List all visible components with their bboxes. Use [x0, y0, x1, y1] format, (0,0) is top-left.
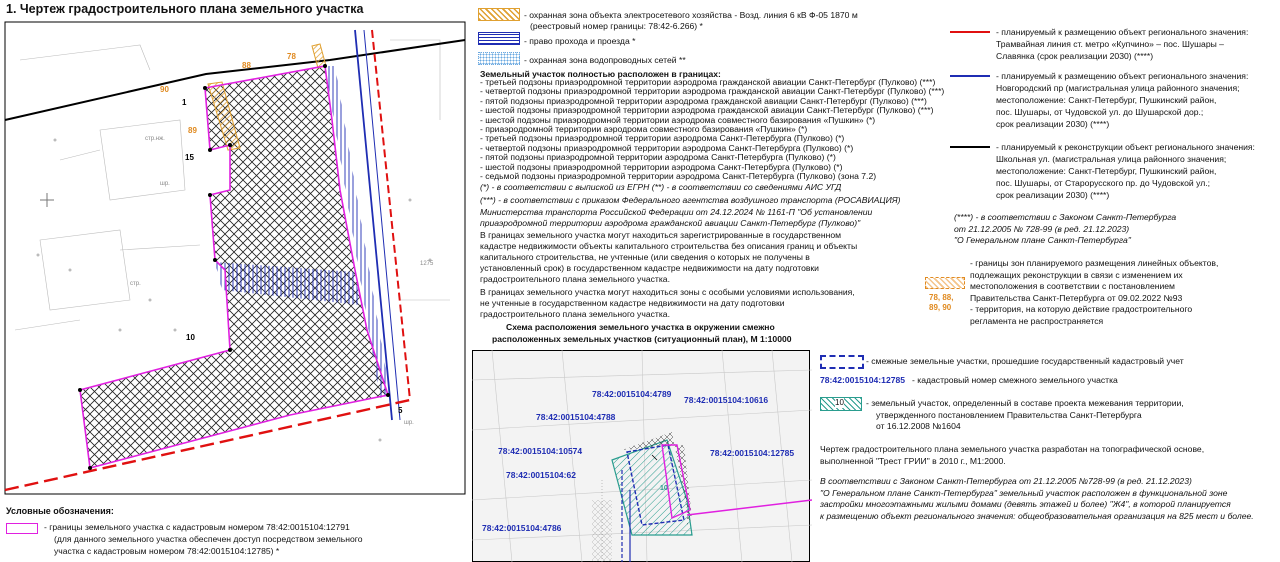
boundary-line: - шестой подзоны приаэродромной территории аэродрома гражданской авиации Санкт-Петербург (Пулково) (***) [480, 105, 934, 116]
situation-inner-label: 10 [660, 485, 668, 492]
situation-map [472, 350, 812, 562]
top-legend-text: - охранная зона водопроводных сетей ** [524, 55, 686, 65]
top-legend-text: - охранная зона объекта электросетевого хозяйства - Возд. линия 6 кВ Ф-05 1870 м [524, 10, 858, 20]
para-special-zones: В границах земельного участка могут находиться зоны с особыми условиями использования, не учтенные в государственном кадастре недвижимости на дату подготовки градостроительного плана земельного участка. [480, 287, 855, 319]
note-ministry: Министерства транспорта Российской Федерации от 24.12.2024 № 1161-П "Об установлении [480, 207, 873, 217]
parcel-label: 78:42:0015104:10574 [498, 446, 583, 456]
street-label: стр. [130, 281, 141, 287]
water-zone-swatch [478, 52, 520, 65]
adjacent-parcel-swatch [820, 355, 864, 369]
point-label-15: 15 [185, 153, 194, 162]
right-legend-shkolnaya: - планируемый к реконструкции объект регионального значения: Школьная ул. (магистральная улица районного значения; местоположение: Санкт-Петербург, Пушкинский район, пос. Шушары, от Старорусского пр. до Чудовской ул.; срок реализации 2030) (****) [996, 142, 1255, 200]
orange-label-90: 90 [160, 85, 169, 94]
boundaries-list [480, 78, 944, 181]
orange-label-78: 78 [287, 52, 296, 61]
law-note: (****) - в соответствии с Законом Санкт-Петербурга от 21.12.2005 № 728-99 (в ред. 21.12.2023) "О Генеральном плане Санкт-Петербурга" [954, 212, 1177, 245]
boundary-line: - третьей подзоны приаэродромной территории аэродрома гражданской авиации Санкт-Петербург (Пулково) (***) [480, 77, 936, 87]
survey-plot-swatch [820, 397, 862, 411]
power-zone-swatch [478, 8, 520, 21]
note-rosaviation: (***) - в соответствии с приказом Федерального агентства воздушного транспорта (РОСАВИАЦИЯ) [480, 195, 901, 205]
shkolnaya-swatch [950, 146, 990, 148]
street-label: шр. [404, 420, 414, 426]
street-label: стр.нж. [145, 136, 165, 142]
point-label-10: 10 [186, 333, 195, 342]
cad-number-text: - кадастровый номер смежного земельного участка [912, 375, 1118, 385]
situation-title: Схема расположения земельного участка в окружении смежно [506, 322, 775, 332]
topo-note: Чертеж градостроительного плана земельного участка разработан на топографической основе, выполненной "Трест ГРИИ" в 2010 г., М1:2000. [820, 444, 1205, 466]
boundary-line: - седьмой подзоны приаэродромной территории аэродрома Санкт-Петербурга (Пулково) (зона 7.2) [480, 171, 877, 182]
parcel-label: 78:42:0015104:62 [506, 470, 576, 480]
boundaries-heading: Земельный участок полностью расположен в границах: [480, 69, 721, 79]
linear-zone-text: - границы зон планируемого размещения линейных объектов, подлежащих реконструкции в связи с изменением их местоположения в соответствии с постановлением Правительства Санкт-Петербурга от 09.02.2022 №93 - территория, на которую действие градостроительного регламента не распространяется [970, 258, 1219, 326]
para-capital-objects: В границах земельного участка могут находиться зарегистрированные в государственном кадастре недвижимости объекты капитального строительства без описания границ и объекты капитального строительства, не учтенные (или сведения о которых не получены в установленный срок) в государственном кадастре недвижимости на дату подготовки градостроительного плана земельного участка. [480, 230, 858, 284]
parcel-label: 78:42:0015104:4786 [482, 523, 562, 533]
parcel-label: 78:42:0015104:12785 [710, 448, 795, 458]
main-plan-drawing [0, 0, 470, 498]
tram-line-swatch [950, 31, 990, 33]
conventions-line: - границы земельного участка с кадастровым номером 78:42:0015104:12791 [44, 522, 350, 532]
street-label: 1275 [420, 261, 434, 267]
top-legend-sub: (реестровый номер границы: 78:42-6.266) * [530, 21, 703, 31]
parcel-label: 78:42:0015104:10616 [684, 395, 769, 405]
top-legend-text: - право прохода и проезда * [524, 36, 636, 46]
cad-number-sample: 78:42:0015104:12785 [820, 375, 906, 385]
boundary-line: - пятой подзоны приаэродромной территории аэродрома Санкт-Петербурга (Пулково) (*) [480, 152, 836, 163]
boundary-line: - третьей подзоны приаэродромной территории аэродрома Санкт-Петербурга (Пулково) (*) [480, 133, 845, 144]
parcel-label: 78:42:0015104:4789 [592, 389, 672, 399]
street-label: шр. [160, 181, 170, 187]
note-ministry: приаэродромной территории аэродрома гражданской авиации Санкт-Петербург (Пулково)" [480, 218, 861, 228]
page-title: 1. Чертеж градостроительного плана земельного участка [6, 2, 364, 16]
boundary-line: - приаэродромной территории аэродрома совместного базирования «Пушкин» (*) [480, 124, 808, 135]
boundary-line: - шестой подзоны приаэродромной территории аэродрома совместного базирования «Пушкин» (*) [480, 114, 876, 125]
situation-title: расположенных земельных участков (ситуационный план), М 1:10000 [492, 334, 792, 344]
adjacent-parcel-text: - смежные земельные участки, прошедшие государственный кадастровый учет [866, 356, 1184, 366]
boundary-line: - пятой подзоны приаэродромной территории аэродрома гражданской авиации Санкт-Петербург (Пулково) (***) [480, 95, 927, 106]
genplan-note: В соответствии с Законом Санкт-Петербурга от 21.12.2005 №728-99 (в ред. 21.12.2023) "О Генеральном плане Санкт-Петербурга" земельный участок расположен в функциональной зоне застройки многоэтажными жилыми домами (девять этажей и более) "Ж4", в которой планируется к размещению объект регионального значения: общеобразовательная организация на 825 мест и более. [820, 476, 1254, 521]
right-legend-novgorodsky: - планируемый к размещению объект регионального значения: Новгородский пр (магистральная улица районного значения; местоположение: Санкт-Петербург, Пушкинский район, пос. Шушары, от Чудовской ул. до Шушарской дор.; срок реализации 2030) (****) [996, 71, 1249, 129]
boundary-line: - шестой подзоны приаэродромной территории аэродрома Санкт-Петербурга (Пулково) (*) [480, 161, 843, 172]
access-right-swatch [478, 32, 520, 45]
point-label-1: 1 [182, 98, 187, 107]
boundary-line: - четвертой подзоны приаэродромной территории аэродрома Санкт-Петербурга (Пулково) (*) [480, 142, 854, 153]
survey-plot-number: 10 [835, 398, 844, 407]
boundary-line: - четвертой подзоны приаэродромной территории аэродрома гражданской авиации Санкт-Петербург (Пулково) (***) [480, 86, 945, 97]
right-legend-tram: - планируемый к размещению объект регионального значения: Трамвайная линия ст. метро «Купчино» – пос. Шушары – Славянка (срок реализации 2030) (****) [996, 27, 1249, 61]
orange-label-89: 89 [188, 126, 197, 135]
conventions-line: участка с кадастровым номером 78:42:0015104:12785) * [54, 546, 280, 556]
survey-plot-text: - земельный участок, определенный в составе проекта межевания территории, утвержденного постановлением Правительства Санкт-Петербурга от 16.12.2008 №1604 [866, 398, 1184, 431]
conventions-line: (для данного земельного участка обеспечен доступ посредством земельного [54, 534, 363, 544]
conventions-heading: Условные обозначения: [6, 506, 114, 516]
orange-label-88: 88 [242, 61, 251, 70]
linear-zone-swatch [925, 277, 965, 289]
parcel-label: 78:42:0015104:4788 [536, 412, 616, 422]
linear-zone-labels: 78, 88, 89, 90 [929, 293, 954, 312]
plot-boundary-swatch [6, 523, 38, 534]
novgorodsky-swatch [950, 75, 990, 77]
note-egrn: (*) - в соответствии с выпиской из ЕГРН (**) - в соответствии со сведениями АИС УГД [480, 182, 842, 192]
point-label-5: 5 [398, 406, 403, 415]
